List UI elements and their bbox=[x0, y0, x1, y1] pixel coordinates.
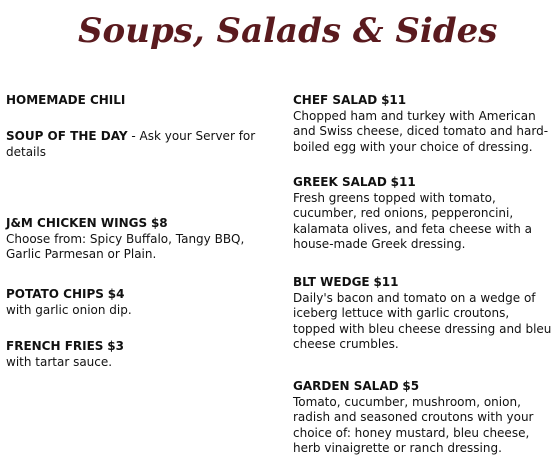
item-name: GREEK SALAD bbox=[293, 175, 387, 189]
item-description: with tartar sauce. bbox=[6, 354, 113, 369]
item-name: BLT WEDGE bbox=[293, 275, 370, 289]
item-name: GARDEN SALAD bbox=[293, 379, 399, 393]
menu-item-french-fries bbox=[6, 339, 276, 370]
item-name: J&M CHICKEN WINGS bbox=[6, 216, 148, 230]
menu-item-soup-of-the-day bbox=[6, 129, 276, 160]
item-price: $3 bbox=[107, 339, 124, 353]
item-description: with garlic onion dip. bbox=[6, 302, 132, 317]
item-name: HOMEMADE CHILI bbox=[6, 93, 126, 107]
item-description: Tomato, cucumber, mushroom, onion, radish and seasoned croutons with your choice of: honey mustard, bleu cheese, herb vinaigrette or ranch dressing. bbox=[293, 394, 534, 456]
menu-item-chicken-wings bbox=[6, 216, 276, 263]
menu-item-potato-chips bbox=[6, 287, 276, 318]
page-title: Soups, Salads & Sides bbox=[78, 11, 498, 51]
menu-item-greek-salad bbox=[293, 175, 555, 253]
item-name: SOUP OF THE DAY bbox=[6, 129, 128, 143]
item-description: Fresh greens topped with tomato, cucumber, red onions, pepperoncini, kalamata olives, and feta cheese with a house-made Greek dressing. bbox=[293, 190, 532, 252]
item-description: Chopped ham and turkey with American and Swiss cheese, diced tomato and hard-boiled egg with your choice of dressing. bbox=[293, 108, 549, 154]
menu-item-garden-salad bbox=[293, 379, 555, 457]
item-price: $8 bbox=[150, 216, 168, 230]
menu-item-homemade-chili bbox=[6, 93, 276, 109]
item-price: $4 bbox=[107, 287, 125, 301]
item-name: POTATO CHIPS bbox=[6, 287, 104, 301]
menu-item-blt-wedge bbox=[293, 275, 555, 353]
menu-item-chef-salad bbox=[293, 93, 555, 155]
item-price: $5 bbox=[402, 379, 420, 393]
item-price: $11 bbox=[381, 93, 407, 107]
item-name: FRENCH FRIES bbox=[6, 339, 104, 353]
item-description: Daily's bacon and tomato on a wedge of iceberg lettuce with garlic croutons, topped with bleu cheese dressing and bleu cheese crumbles. bbox=[293, 290, 552, 352]
item-description: Choose from: Spicy Buffalo, Tangy BBQ, Garlic Parmesan or Plain. bbox=[6, 231, 245, 262]
item-name: CHEF SALAD bbox=[293, 93, 378, 107]
item-price: $11 bbox=[390, 175, 416, 189]
item-price: $11 bbox=[373, 275, 399, 289]
item-description: - Ask your Server for details bbox=[6, 129, 256, 159]
